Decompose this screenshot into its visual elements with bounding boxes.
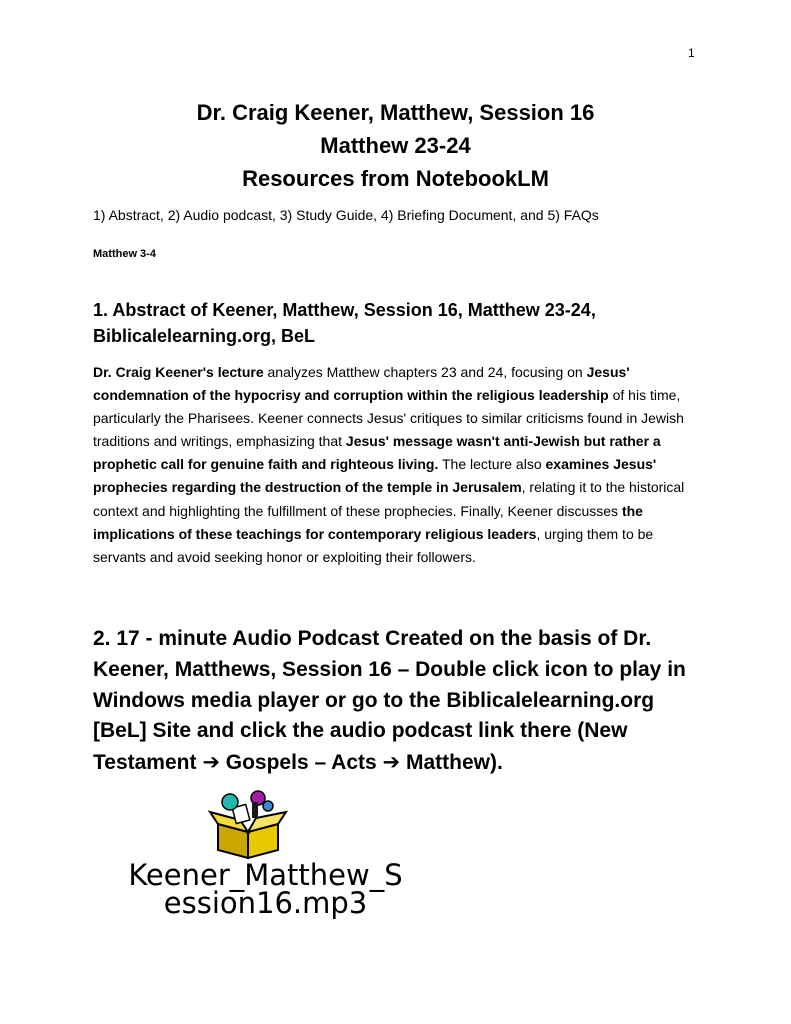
- section1-heading: [93, 297, 713, 349]
- abstract-text: analyzes Matthew chapters 23 and 24, focusing on: [263, 364, 587, 380]
- document-title: [0, 96, 791, 195]
- section2-heading-text-2: Gospels – Acts: [219, 751, 383, 775]
- abstract-text: The lecture also: [438, 456, 546, 473]
- scripture-reference: Matthew 3-4: [93, 248, 156, 260]
- mp3-package-icon[interactable]: [208, 788, 288, 860]
- title-line-2: Matthew 23-24: [320, 133, 471, 158]
- audio-file-name-line2[interactable]: ession16.mp3: [163, 886, 368, 920]
- section2-heading: [93, 624, 713, 779]
- audio-file-link[interactable]: [98, 788, 433, 920]
- section2-heading-text: 2. 17 - minute Audio Podcast Created on the basis of Dr. Keener, Matthews, Session 16 – Double click icon to play in Windows media player or go to the Biblicalelearning.org [BeL] Site and click the audio podcast link there (New Testament: [93, 627, 686, 775]
- abstract-emphasis: Dr. Craig Keener's lecture: [93, 364, 264, 380]
- abstract-text: of his time, particularly the Pharisees. Keener connects Jesus' critiques to similar criticisms found in Jewish traditions and writings, emphasizing that: [93, 387, 684, 450]
- arrow-right-icon: ➔: [382, 750, 401, 775]
- resources-list: 1) Abstract, 2) Audio podcast, 3) Study Guide, 4) Briefing Document, and 5) FAQs: [93, 207, 599, 223]
- title-line-3: Resources from NotebookLM: [242, 166, 549, 191]
- audio-file-name-line1[interactable]: Keener_Matthew_S: [128, 858, 403, 892]
- abstract-text: , urging them to be servants and avoid seeking honor or exploiting their followers.: [93, 525, 654, 565]
- section1-heading-line1: 1. Abstract of Keener, Matthew, Session 16, Matthew 23-24,: [93, 300, 596, 320]
- section1-heading-line2: Biblicalelearning.org, BeL: [93, 326, 316, 346]
- section2-heading-text-3: Matthew).: [400, 751, 503, 775]
- abstract-emphasis: the implications of these teachings for contemporary religious leaders: [93, 502, 643, 542]
- abstract-paragraph: [93, 361, 705, 569]
- abstract-emphasis: Jesus' condemnation of the hypocrisy and corruption within the religious leadership: [93, 364, 630, 404]
- abstract-text: , relating it to the historical context and highlighting the fulfillment of these prophecies. Finally, Keener discusses: [93, 479, 685, 519]
- title-line-1: Dr. Craig Keener, Matthew, Session 16: [196, 100, 595, 125]
- abstract-emphasis: Jesus' message wasn't anti-Jewish but rather a prophetic call for genuine faith and righteous living.: [93, 433, 661, 473]
- arrow-right-icon: ➔: [202, 750, 220, 775]
- page-number: 1: [688, 46, 695, 60]
- abstract-emphasis: examines Jesus' prophecies regarding the destruction of the temple in Jerusalem: [93, 456, 657, 496]
